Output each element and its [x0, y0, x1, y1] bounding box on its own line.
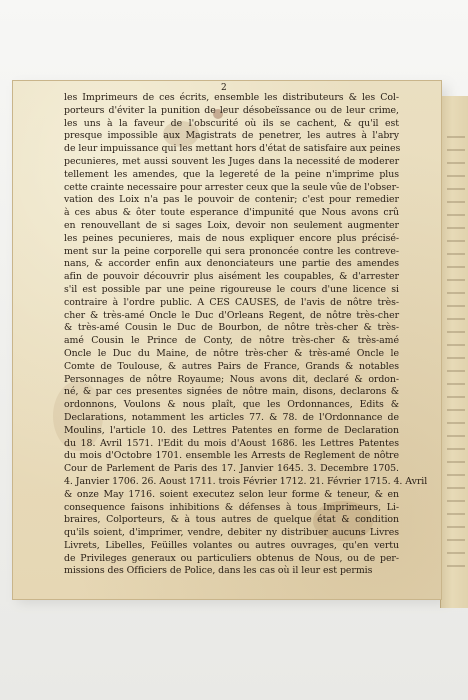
text-line: les peines pecunieres, mais de nous expliquer encore plus précisé-	[64, 232, 399, 244]
text-line: porteurs d'éviter la punition de leur désobeïssance ou de leur crime,	[64, 104, 399, 116]
text-line: Personnages de nôtre Royaume; Nous avons dit, declaré & ordon-	[64, 373, 399, 385]
text-line: amé Cousin le Prince de Conty, de nôtre très-cher & très-amé	[64, 335, 399, 347]
text-line: du 18. Avril 1571. l'Edit du mois d'Aoust 1686. les Lettres Patentes	[64, 437, 399, 449]
text-line: Oncle le Duc du Maine, de nôtre très-cher & très-amé Oncle le	[64, 347, 399, 359]
facing-page-text-ghost	[447, 136, 465, 576]
text-line: 4. Janvier 1706. 26. Aoust 1711. trois Février 1712. 21. Février 1715. 4. Avril	[64, 475, 428, 487]
text-line: qu'ils soient, d'imprimer, vendre, debiter ny distribuer aucuns Livres	[64, 527, 399, 539]
text-line: afin de pouvoir découvrir plus aisément les coupables, & d'arrester	[64, 271, 399, 283]
text-line: à ces abus & ôter toute esperance d'impunité que Nous avons crû	[64, 207, 399, 219]
text-line: vation des Loix n'a pas le pouvoir de contenir; c'est pour remedier	[64, 194, 399, 206]
page-number: 2	[221, 83, 227, 93]
text-line: de leur impuissance qui les mettant hors d'état de satisfaire aux peines	[64, 143, 401, 155]
text-line: braires, Colporteurs, & à tous autres de quelque état & condition	[64, 514, 399, 526]
facing-page-edge	[440, 96, 468, 608]
text-line: cher & très-amé Oncle le Duc d'Orleans Regent, de nôtre très-cher	[64, 309, 399, 321]
text-line: consequence faisons inhibitions & défenses à tous Imprimeurs, Li-	[64, 501, 399, 513]
text-line: & très-amé Cousin le Duc de Bourbon, de nôtre très-cher & très-	[64, 322, 399, 334]
text-line: s'il est possible par une peine rigoureuse le cours d'une licence si	[64, 283, 399, 295]
text-line: Declarations, notamment les articles 77. & 78. de l'Ordonnance de	[64, 411, 399, 423]
text-line: Cour de Parlement de Paris des 17. Janvier 1645. 3. Decembre 1705.	[64, 463, 399, 475]
text-line: pecunieres, met aussi souvent les Juges dans la necessité de moderer	[64, 155, 399, 167]
text-line: ordonnons, Voulons & nous plaît, que les Ordonnances, Edits &	[64, 399, 399, 411]
text-line: contraire à l'ordre public. A CES CAUSES, de l'avis de nôtre très-	[64, 296, 399, 308]
text-line: cette crainte necessaire pour arrester ceux que la seule vûe de l'obser-	[64, 181, 400, 193]
text-line: nans, & accorder enfin aux denonciateurs une partie des amendes	[64, 258, 399, 270]
text-line: ment sur la peine corporelle qui sera prononcée contre les contreve-	[64, 245, 399, 257]
text-line: Livrets, Libelles, Feüilles volantes ou autres ouvrages, qu'en vertu	[64, 539, 399, 551]
text-line: Comte de Toulouse, & autres Pairs de France, Grands & notables	[64, 360, 399, 372]
text-line: de Privileges generaux ou particuliers obtenus de Nous, ou de per-	[64, 552, 399, 564]
text-line: Moulins, l'article 10. des Lettres Patentes en forme de Declaration	[64, 424, 399, 436]
text-line: presque impossible aux Magistrats de penetrer, les autres à l'abry	[64, 130, 399, 142]
text-line: les uns à la faveur de l'obscurité où ils se cachent, & qu'il est	[64, 117, 399, 129]
text-line: missions des Officiers de Police, dans les cas où il leur est permis	[64, 565, 373, 577]
text-line: en renouvellant de si sages Loix, devoir non seulement augmenter	[64, 219, 399, 231]
text-line: & onze May 1716. soient executez selon leur forme & teneur, & en	[64, 488, 399, 500]
text-line: les Imprimeurs de ces écrits, ensemble les distributeurs & les Col-	[64, 92, 399, 103]
text-line: du mois d'Octobre 1701. ensemble les Arrests de Reglement de nôtre	[64, 450, 399, 462]
text-line: né, & par ces presentes signées de nôtre main, disons, declarons &	[64, 386, 399, 398]
text-line: tellement les amendes, que la legereté de la peine n'imprime plus	[64, 168, 399, 180]
body-text	[64, 92, 428, 578]
